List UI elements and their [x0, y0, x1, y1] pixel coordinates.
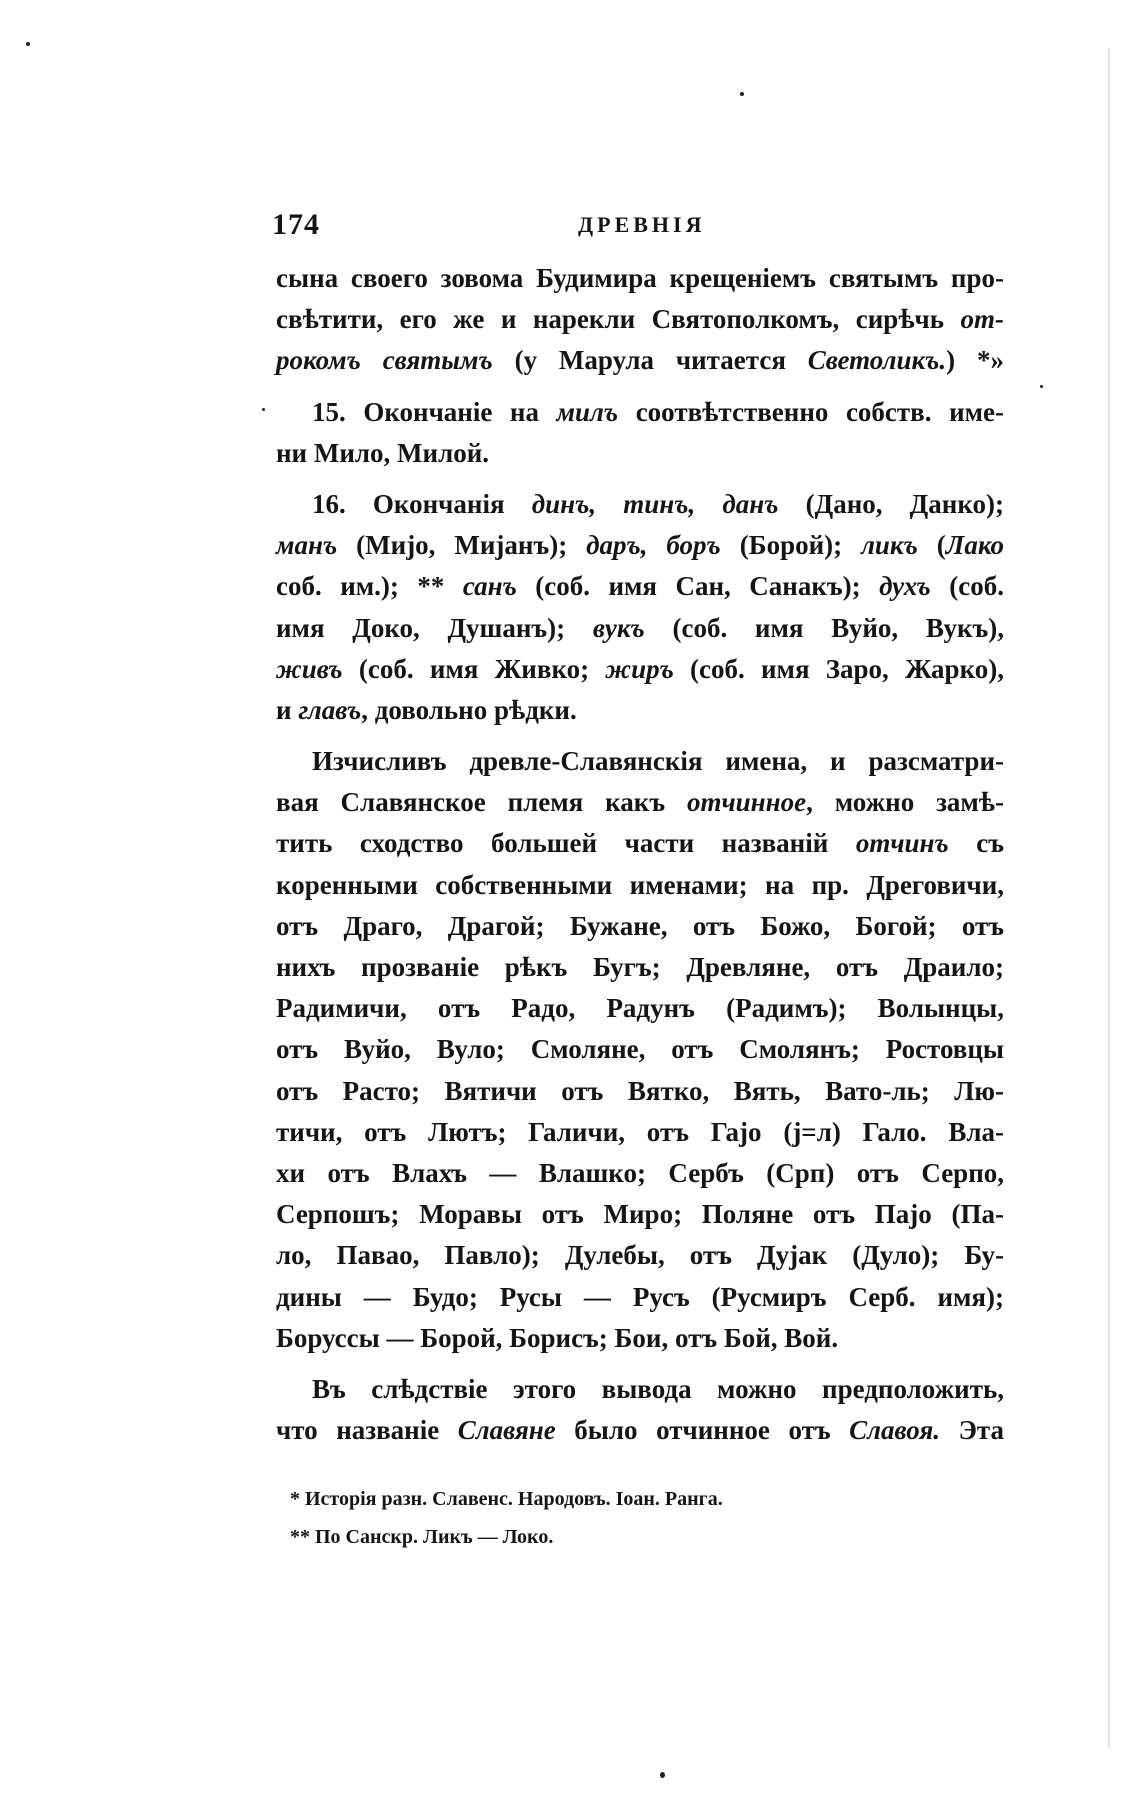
italic-text-segment: Славоя.	[849, 1415, 941, 1446]
italic-text-segment: санъ	[462, 571, 517, 602]
italic-text-segment: милъ	[556, 396, 619, 427]
text-segment: Въ слѣдствіе этого вывода можно предположить,	[312, 1373, 1004, 1404]
text-segment: Эта	[940, 1415, 1004, 1446]
text-segment: ) *»	[946, 345, 1004, 376]
footnote: * Исторія разн. Славенс. Народовъ. Іоан. Ранга.	[290, 1488, 723, 1510]
italic-text-segment: живъ	[276, 653, 343, 684]
text-line	[276, 1112, 1004, 1153]
text-segment: что названіе	[276, 1415, 458, 1446]
text-segment: нихъ прозваніе рѣкъ Бугъ; Древляне, отъ Драило;	[276, 952, 1004, 982]
text-line	[276, 525, 1004, 566]
text-segment: 15. Окончаніе на	[312, 396, 557, 427]
text-segment: имя Доко, Душанъ);	[276, 612, 593, 643]
text-segment: (соб. имя Заро, Жарко),	[673, 653, 1005, 684]
text-line	[276, 608, 1004, 649]
text-segment: соотвѣтственно собств. име-	[618, 396, 1004, 427]
text-line	[276, 947, 1004, 988]
text-line	[276, 1410, 1004, 1451]
text-segment: соб. им.); **	[276, 571, 463, 602]
body-text	[276, 258, 1004, 1451]
italic-text-segment: даръ, боръ	[586, 530, 721, 561]
text-line	[276, 1153, 1004, 1194]
text-line	[276, 340, 1004, 381]
text-line	[276, 1318, 1004, 1359]
ink-speck	[660, 1772, 665, 1778]
footnotes	[290, 1480, 1010, 1556]
text-segment: тичи, отъ Лютъ; Галичи, отъ Гајо (j=л) Гало. Вла-	[276, 1116, 1004, 1147]
text-line	[276, 1235, 1004, 1276]
ink-speck	[1040, 385, 1043, 388]
italic-text-segment: Лако	[945, 530, 1004, 561]
text-segment: (	[917, 530, 946, 561]
text-line	[276, 1029, 1004, 1070]
ink-speck	[26, 42, 30, 46]
text-segment: было отчинное отъ	[555, 1415, 850, 1446]
ink-speck	[262, 408, 265, 411]
text-segment: съ	[948, 828, 1004, 859]
italic-text-segment: ликъ	[861, 530, 918, 561]
italic-text-segment: вукъ	[592, 612, 645, 643]
italic-text-segment: жиръ	[605, 653, 674, 684]
text-segment: Серпошъ; Моравы отъ Миро; Поляне отъ Пајо (Па-	[276, 1199, 1004, 1230]
footnote: ** По Санскр. Ликъ — Локо.	[290, 1526, 554, 1548]
text-segment: (соб. имя Живко;	[342, 653, 606, 684]
text-segment: ло, Павао, Павло); Дулебы, отъ Дујак (Дуло); Бу-	[276, 1240, 1004, 1271]
text-line	[276, 433, 1004, 474]
italic-text-segment: отчинъ	[855, 828, 949, 859]
italic-text-segment: динъ, тинъ, данъ	[531, 488, 779, 519]
text-segment: вая Славянское племя какъ	[276, 787, 687, 818]
text-segment: тить сходство большей части названій	[276, 828, 856, 859]
page-number: 174	[272, 208, 320, 241]
text-line	[276, 865, 1004, 906]
running-head: ДРЕВНІЯ	[578, 212, 706, 237]
italic-text-segment: рокомъ святымъ	[276, 345, 493, 376]
italic-text-segment: манъ	[276, 530, 338, 561]
text-line	[276, 392, 1004, 433]
text-segment: и	[276, 694, 299, 725]
text-line	[276, 649, 1004, 690]
text-line	[276, 1277, 1004, 1318]
text-line	[276, 1071, 1004, 1112]
text-line	[276, 299, 1004, 340]
text-segment: (Мијо, Мијанъ);	[337, 530, 587, 561]
text-line	[276, 566, 1004, 607]
italic-text-segment: главъ	[298, 694, 362, 725]
text-segment: сына своего зовома Будимира крещеніемъ святымъ про-	[276, 263, 1004, 293]
text-line	[276, 823, 1004, 864]
text-segment: ни Мило, Милой.	[276, 437, 490, 468]
italic-text-segment: от-	[960, 304, 1004, 335]
italic-text-segment: Славяне	[457, 1415, 556, 1446]
text-segment: , довольно рѣдки.	[361, 694, 577, 725]
text-line	[276, 741, 1004, 782]
italic-text-segment: духъ	[879, 571, 931, 602]
text-line	[276, 1369, 1004, 1410]
text-segment: хи отъ Влахъ — Влашко; Сербъ (Срп) отъ Серпо,	[276, 1157, 1004, 1188]
text-segment: Изчисливъ древле-Славянскія имена, и разсматри-	[312, 746, 1004, 777]
text-segment: коренными собственными именами; на пр. Дреговичи,	[276, 869, 1004, 900]
text-segment: (соб. имя Вуйо, Вукъ),	[644, 612, 1005, 643]
italic-text-segment: отчинное	[686, 787, 807, 818]
text-line	[276, 484, 1004, 525]
text-line	[276, 782, 1004, 823]
text-line	[276, 988, 1004, 1029]
text-segment: отъ Драго, Драгой; Бужане, отъ Божо, Богой; отъ	[276, 910, 1004, 941]
text-segment: (у Марула читается	[492, 345, 808, 376]
text-segment: 16. Окончанія	[312, 488, 532, 519]
text-segment: свѣтити, его же и нарекли Святополкомъ, сирѣчь	[276, 304, 961, 335]
text-line	[276, 258, 1004, 299]
text-segment: дины — Будо; Русы — Русъ (Русмиръ Серб. имя);	[276, 1281, 1004, 1312]
italic-text-segment: Светоликъ.	[807, 345, 947, 376]
text-segment: (Борой);	[720, 530, 862, 561]
text-segment: Боруссы — Борой, Борисъ; Бои, отъ Бой, Вой.	[276, 1322, 839, 1353]
page-edge-line	[1108, 48, 1110, 1748]
text-line	[276, 906, 1004, 947]
text-line	[276, 690, 1004, 731]
text-segment: , можно замѣ-	[806, 787, 1004, 818]
text-segment: Радимичи, отъ Радо, Радунъ (Радимъ); Волынцы,	[276, 993, 1004, 1024]
text-line	[276, 1194, 1004, 1235]
text-segment: отъ Вуйо, Вуло; Смоляне, отъ Смолянъ; Ростовцы	[276, 1034, 1004, 1065]
text-segment: (соб.	[930, 571, 1004, 602]
text-segment: (соб. имя Сан, Санакъ);	[516, 571, 880, 602]
ink-speck	[740, 92, 744, 96]
text-segment: (Дано, Данко);	[778, 488, 1004, 519]
text-segment: отъ Расто; Вятичи отъ Вятко, Вять, Вато-ль; Лю-	[276, 1075, 1004, 1106]
